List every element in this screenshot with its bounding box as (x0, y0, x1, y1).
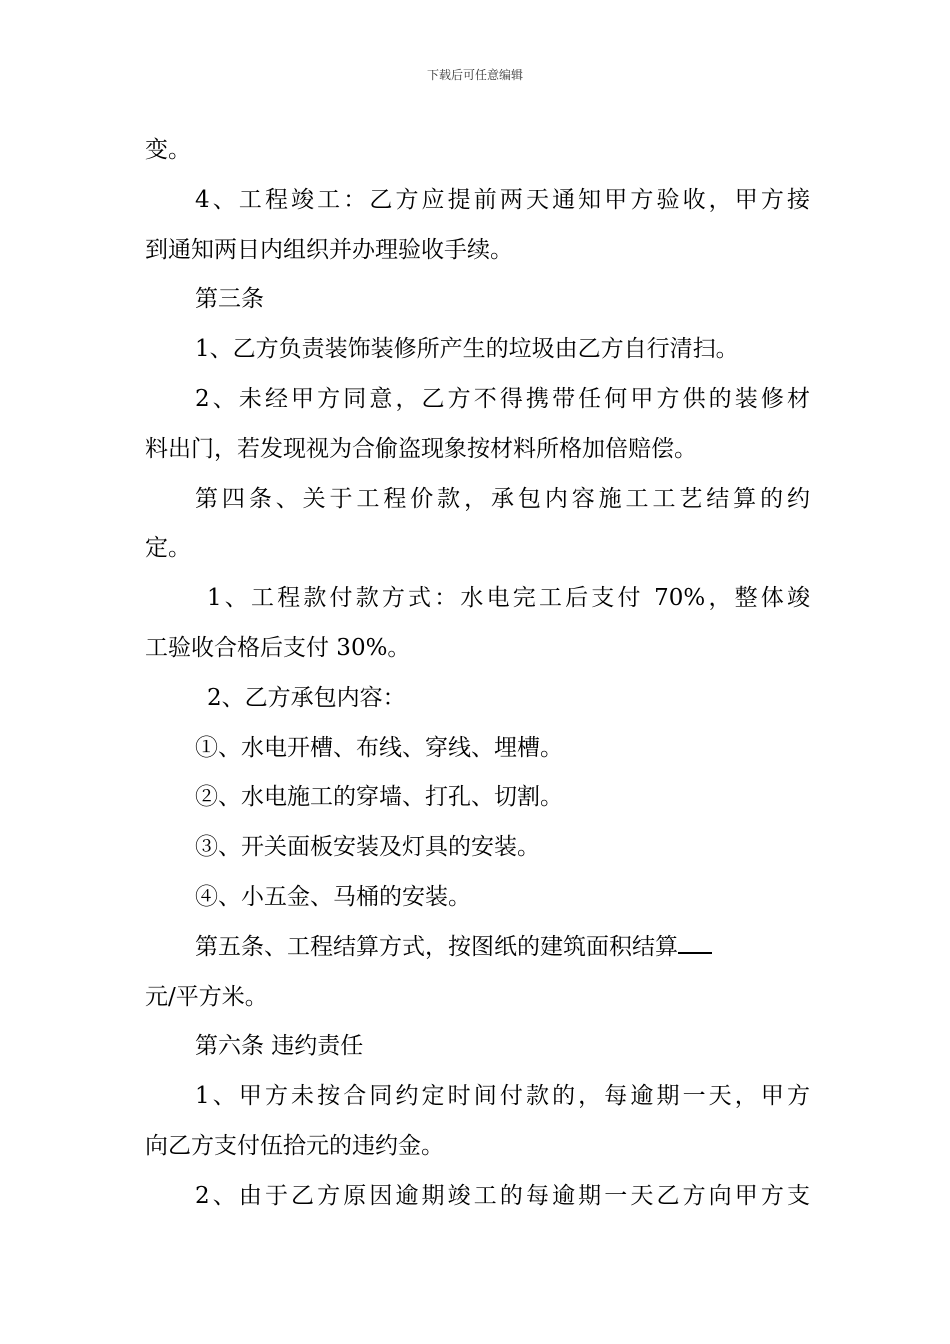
paragraph-line: 2、乙方承包内容： (207, 684, 406, 711)
paragraph-line: 工验收合格后支付 30%。 (145, 634, 411, 661)
paragraph-line (145, 1072, 810, 1122)
article-heading-6: 第六条 违约责任 (195, 1033, 364, 1060)
article-heading-5 (145, 923, 810, 973)
paragraph-line (145, 1172, 810, 1222)
paragraph-line: 向乙方支付伍拾元的违约金。 (145, 1132, 444, 1159)
paragraph-line: 元/平方米。 (145, 983, 268, 1010)
page-header: 下载后可任意编辑 (426, 68, 523, 82)
paragraph-line: 变。 (145, 137, 191, 163)
list-item: ①、水电开槽、布线、穿线、埋槽。 (195, 734, 563, 761)
paragraph-line: 1、乙方负责装饰装修所产生的垃圾由乙方自行清扫。 (195, 336, 739, 363)
document-body (145, 126, 810, 1222)
paragraph-line: 定。 (145, 535, 191, 562)
paragraph-line (145, 375, 810, 425)
article-heading-3: 第三条 (195, 286, 264, 313)
paragraph-line: 到通知两日内组织并办理验收手续。 (145, 236, 513, 263)
clause-materials: 2、未经甲方同意，乙方不得携带任何甲方供的装修材 (195, 385, 810, 412)
paragraph-line: 料出门，若发现视为合偷盗现象按材料所格加倍赔偿。 (145, 435, 697, 462)
clause-late-completion: 2、由于乙方原因逾期竣工的每逾期一天乙方向甲方支 (195, 1182, 810, 1209)
list-item: ④、小五金、马桶的安装。 (195, 883, 471, 910)
article-4-text: 第四条、关于工程价款，承包内容施工工艺结算的约 (195, 485, 810, 512)
article-5-text: 第五条、工程结算方式，按图纸的建筑面积结算 (195, 933, 678, 960)
paragraph-line (145, 574, 810, 624)
clause-late-payment: 1、甲方未按合同约定时间付款的，每逾期一天，甲方 (195, 1083, 810, 1110)
list-item: ②、水电施工的穿墙、打孔、切割。 (195, 784, 563, 811)
paragraph-line (145, 176, 810, 226)
clause-completion: 4、工程竣工：乙方应提前两天通知甲方验收，甲方接 (195, 186, 810, 213)
list-item: ③、开关面板安装及灯具的安装。 (195, 834, 540, 861)
article-heading-4 (145, 475, 810, 525)
clause-payment: 1、工程款付款方式：水电完工后支付 70%，整体竣 (207, 585, 810, 612)
fill-in-blank (678, 932, 712, 954)
